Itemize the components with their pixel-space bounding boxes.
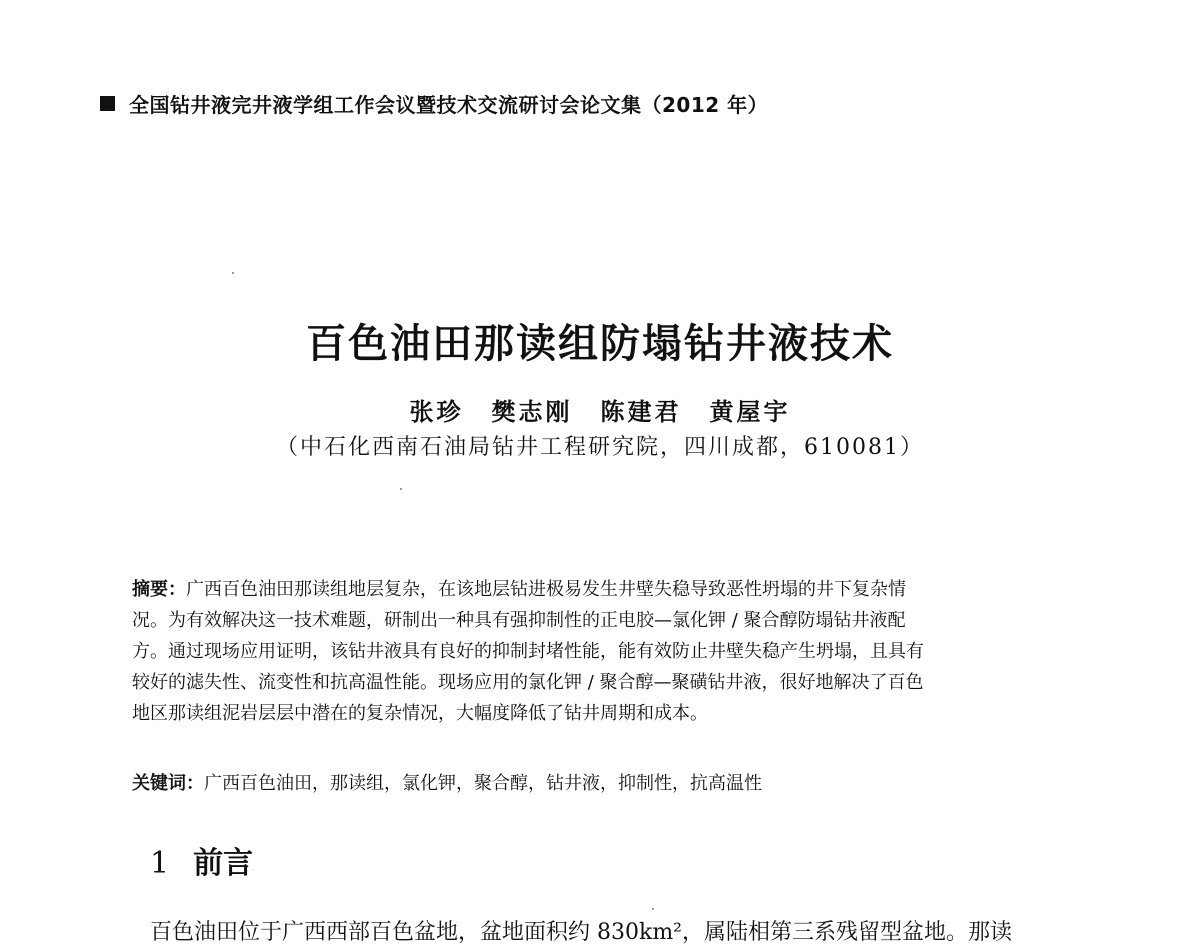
section-heading bbox=[150, 838, 253, 882]
abstract-line: 况。为有效解决这一技术难题，研制出一种具有强抑制性的正电胶—氯化钾 / 聚合醇防塌钻井液配 bbox=[132, 610, 906, 631]
scan-speck bbox=[652, 908, 654, 910]
author-list bbox=[0, 392, 1200, 427]
author-name: 陈建君 bbox=[600, 398, 682, 426]
author-affiliation: （中石化西南石油局钻井工程研究院，四川成都，610081） bbox=[276, 435, 924, 460]
scan-speck bbox=[232, 272, 234, 274]
abstract-line: 较好的滤失性、流变性和抗高温性能。现场应用的氯化钾 / 聚合醇—聚磺钻井液，很好地解决了百色 bbox=[132, 672, 924, 693]
body-paragraph-line: 百色油田位于广西西部百色盆地，盆地面积约 830km²，属陆相第三系残留型盆地。那读 bbox=[150, 920, 1012, 945]
author-name: 樊志刚 bbox=[491, 398, 573, 426]
running-head bbox=[100, 88, 768, 118]
square-bullet-icon bbox=[100, 96, 115, 111]
paper-title: 百色油田那读组防塌钻井液技术 bbox=[306, 320, 894, 367]
abstract-line: 方。通过现场应用证明，该钻井液具有良好的抑制封堵性能，能有效防止井壁失稳产生坍塌，且具有 bbox=[132, 641, 924, 662]
abstract-label: 摘要： bbox=[132, 579, 186, 600]
author-name: 黄屋宇 bbox=[709, 398, 791, 426]
abstract bbox=[132, 574, 1072, 729]
scan-speck bbox=[400, 488, 402, 490]
keywords-label: 关键词： bbox=[132, 773, 204, 794]
running-head-text: 全国钻井液完井液学组工作会议暨技术交流研讨会论文集（2012 年） bbox=[129, 92, 769, 117]
abstract-text: 广西百色油田那读组地层复杂，在该地层钻进极易发生井壁失稳导致恶性坍塌的井下复杂情 bbox=[186, 579, 906, 600]
abstract-line bbox=[132, 574, 1072, 605]
abstract-line: 地区那读组泥岩层层中潜在的复杂情况，大幅度降低了钻井周期和成本。 bbox=[132, 703, 708, 724]
author-name: 张珍 bbox=[409, 398, 464, 426]
keywords bbox=[132, 768, 1072, 799]
keywords-text: 广西百色油田，那读组，氯化钾，聚合醇，钻井液，抑制性，抗高温性 bbox=[204, 773, 762, 794]
section-title: 前言 bbox=[193, 846, 254, 881]
section-number: 1 bbox=[150, 846, 170, 881]
